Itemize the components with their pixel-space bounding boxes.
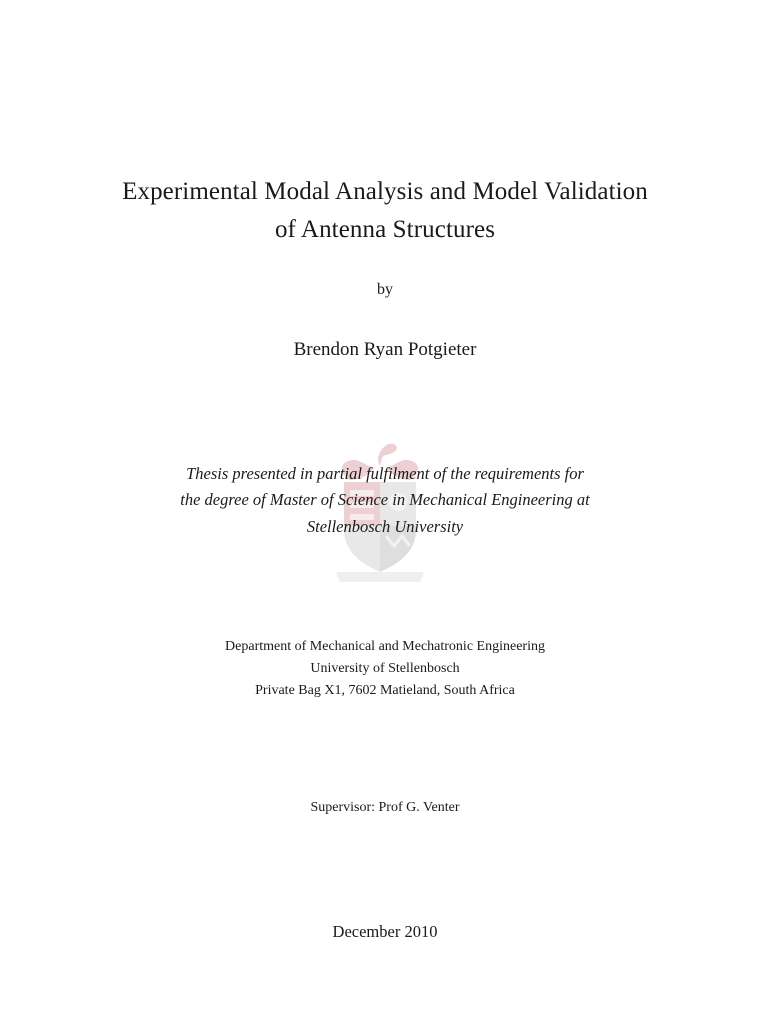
department-line-3: Private Bag X1, 7602 Matieland, South Africa <box>255 683 515 698</box>
thesis-title-line-2: of Antenna Structures <box>274 216 496 243</box>
by-label: by <box>377 281 393 298</box>
supervisor-line: Supervisor: Prof G. Venter <box>310 800 460 815</box>
thesis-statement-line-1: Thesis presented in partial fulfilment of the requirements for <box>186 464 584 483</box>
thesis-statement-line-2: the degree of Master of Science in Mechanical Engineering at <box>180 490 590 509</box>
department-line-1: Department of Mechanical and Mechatronic Engineering <box>225 639 545 654</box>
university-crest-icon <box>330 440 430 585</box>
author-name: Brendon Ryan Potgieter <box>293 339 477 360</box>
department-line-2: University of Stellenbosch <box>310 661 460 676</box>
submission-date: December 2010 <box>332 922 438 941</box>
thesis-statement-line-3: Stellenbosch University <box>306 517 464 536</box>
thesis-title-line-1: Experimental Modal Analysis and Model Validation <box>122 178 648 205</box>
